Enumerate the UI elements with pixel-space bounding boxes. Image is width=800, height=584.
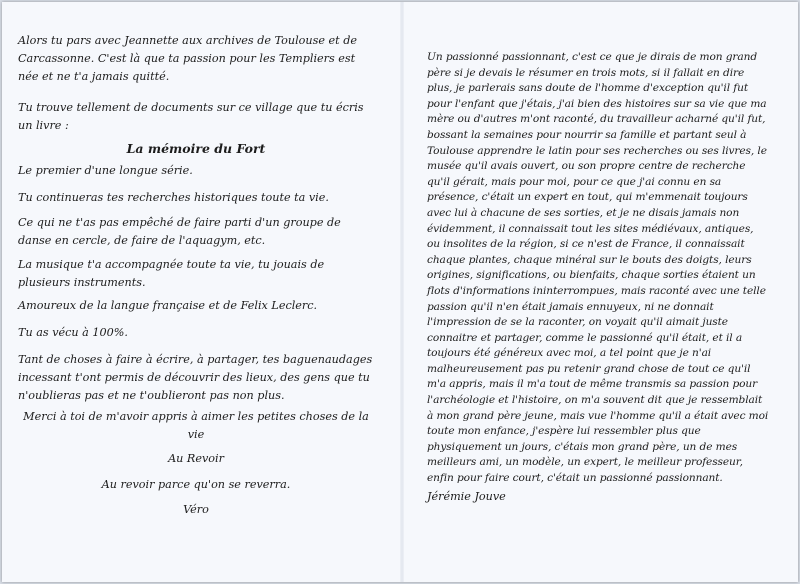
page-fold bbox=[400, 2, 404, 582]
paragraph-serie: Le premier d'une longue série. bbox=[18, 164, 193, 177]
paragraph-langue: Amoureux de la langue française et de Felix Leclerc. bbox=[18, 299, 318, 312]
paragraph-livre: Tu trouve tellement de documents sur ce village que tu écris un livre : bbox=[18, 101, 364, 132]
paragraph-baguenaudages: Tant de choses à faire à écrire, à partager, tes baguenaudages incessant t'ont permis de découvrir des lieux, des gens que tu n'oublieras pas et ne t'oublieront pas non plus. bbox=[18, 353, 373, 402]
paragraph-merci: Merci à toi de m'avoir appris à aimer les petites choses de la vie bbox=[23, 410, 369, 441]
tribute-text: Un passionné passionnant, c'est ce que je dirais de mon grand père si je devais le résumer en trois mots, si il fallait en dire plus, je parlerais sans doute de l'homme d'exception qu'il fut pour l'enfant que j'étais, j'ai bien des histoires sur sa vie que ma mère ou d'autres m'ont raconté, du travailleur acharné qu'il fut, bossant la semaines pour nourrir sa famille et partant seul à Toulouse apprendre le latin pour ses recherches ou ses livres, le musée qu'il avais ouvert, ou son propre centre de recherche qu'il gérait, mais pour moi, pour ce que j'ai connu en sa présence, c'était un expert en tout, qui m'emmenait toujours avec lui à chacune de ses sorties, et je ne disais jamais non évidemment, il connaissait tout les sites médiévaux, antiques, ou insolites de la région, si ce n'est de France, il connaissait chaque plantes, chaque minéral sur le bouts des doigts, leurs origines, significations, ou bienfaits, chaque sorties étaient un flots d'informations ininterrompues, mais raconté avec une telle passion qu'il n'en était jamais ennuyeux, ni ne donnait l'impression de se la raconter, on voyait qu'il aimait juste connaitre et partager, comme le passionné qu'il était, et il a toujours été généreux avec moi, a tel point que je n'ai malheureusement pas pu retenir grand chose de tout ce qu'il m'a appris, mais il m'a tout de même transmis sa passion pour l'archéologie et l'histoire, on m'a souvent dit que je ressemblait à mon grand père jeune, mais vue l'homme qu'il a était avec moi toute mon enfance, j'espère lui ressembler plus que physiquement un jours, c'étais mon grand père, un de mes meilleurs ami, un modèle, un expert, le meilleur professeur, enfin pour faire court, c'était un passionné passionnant. bbox=[427, 51, 769, 485]
paragraph-recherches: Tu continueras tes recherches historiques toute ta vie. bbox=[18, 191, 329, 204]
au-revoir-heading: Au Revoir bbox=[168, 452, 224, 465]
paragraph-danse: Ce qui ne t'as pas empêché de faire parti d'un groupe de danse en cercle, de faire de l'aquagym, etc. bbox=[18, 216, 341, 247]
paragraph-musique: La musique t'a accompagnée toute ta vie, tu jouais de plusieurs instruments. bbox=[18, 258, 325, 289]
paragraph-vecu: Tu as vécu à 100%. bbox=[18, 326, 128, 339]
book-title: La mémoire du Fort bbox=[126, 141, 266, 156]
signature-jeremie: Jérémie Jouve bbox=[427, 490, 506, 503]
letter-sheet bbox=[2, 2, 798, 582]
paragraph-archives: Alors tu pars avec Jeannette aux archives de Toulouse et de Carcassonne. C'est là que ta passion pour les Templiers est née et ne t'a jamais quitté. bbox=[18, 34, 357, 83]
paragraph-reverra: Au revoir parce qu'on se reverra. bbox=[101, 478, 291, 491]
signature-vero: Véro bbox=[183, 503, 209, 516]
